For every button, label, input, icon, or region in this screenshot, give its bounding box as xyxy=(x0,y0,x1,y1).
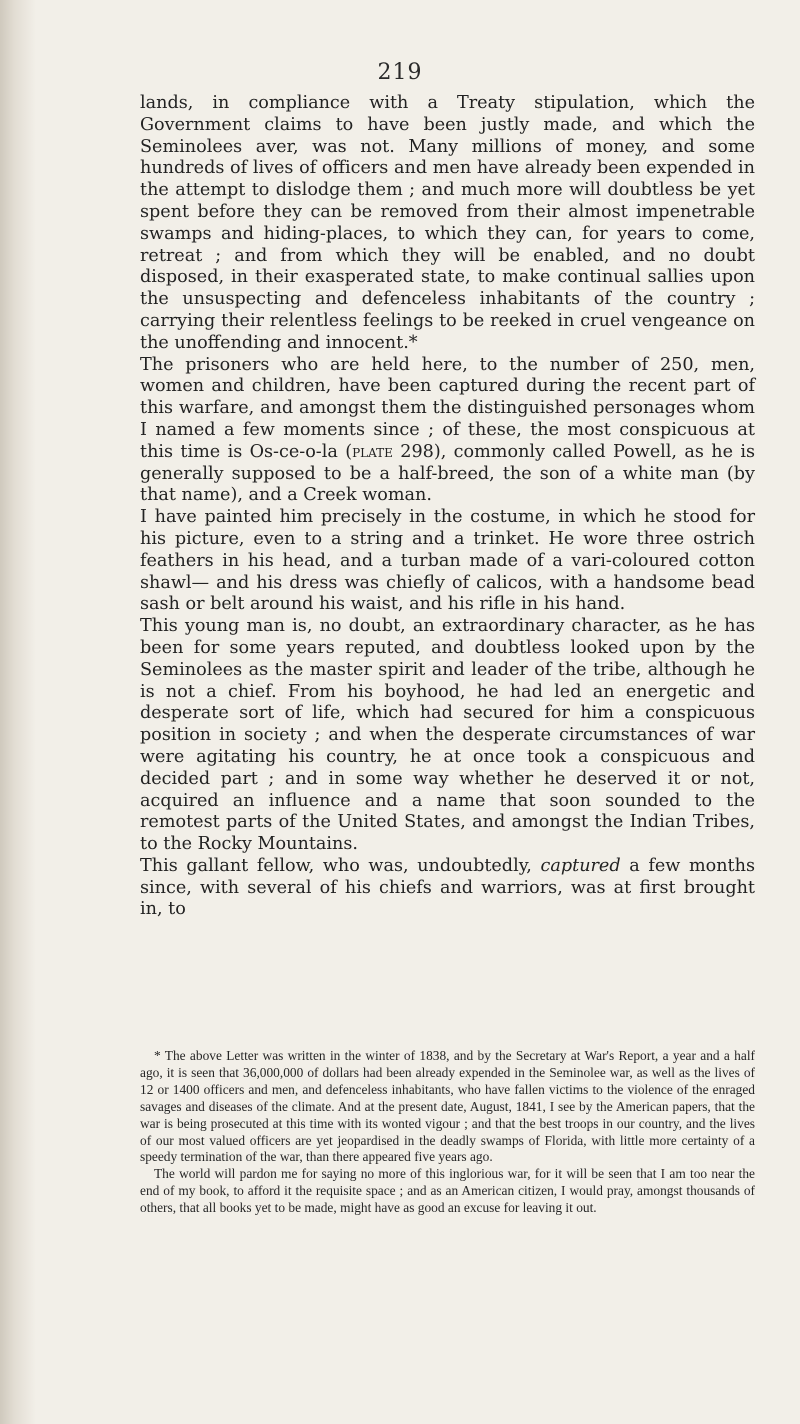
main-text xyxy=(140,93,755,921)
paragraph-4: This young man is, no doubt, an extraordinary character, as he has been for some years reputed, and doubtless looked upon by the Seminolees as the master spirit and leader of the tribe, although he is not a chief. From his boyhood, he had led an energetic and desperate sort of life, which had secured for him a conspicuous position in society ; and when the desperate circumstances of war were agitating his country, he at once took a conspicuous and decided part ; and in some way whether he deserved it or not, acquired an influence and a name that soon sounded to the remotest parts of the United States, and amongst the Indian Tribes, to the Rocky Mountains. xyxy=(140,616,755,855)
footnote xyxy=(140,1048,755,1217)
footnote-paragraph-1: * The above Letter was written in the winter of 1838, and by the Secretary at War's Report, a year and a half ago, it is seen that 36,000,000 of dollars had been already expended in the Seminolee war, as well as the lives of 12 or 1400 officers and men, and defenceless inhabitants, who have fallen victims to the violence of the enraged savages and diseases of the climate. And at the present date, August, 1841, I see by the American papers, that the war is being prosecuted at this time with its wonted vigour ; and that the best troops in our country, and the lives of our most valued officers are yet jeopardised in the deadly swamps of Florida, with little more certainty of a speedy termination of the war, than there appeared five years ago. xyxy=(140,1048,755,1165)
paragraph-5 xyxy=(140,856,755,921)
footnote-paragraph-2: The world will pardon me for saying no more of this inglorious war, for it will be seen that I am too near the end of my book, to afford it the requisite space ; and as an American citizen, I would pray, amongst thousands of others, that all books yet to be made, might have as good an excuse for leaving it out. xyxy=(140,1166,755,1216)
paragraph-2 xyxy=(140,355,755,508)
paragraph-3: I have painted him precisely in the costume, in which he stood for his picture, even to a string and a trinket. He wore three ostrich feathers in his head, and a turban made of a vari-coloured cotton shawl— and his dress was chiefly of calicos, with a handsome bead sash or belt around his waist, and his rifle in his hand. xyxy=(140,507,755,615)
paragraph-5-text-a: This gallant fellow, who was, undoubtedly, xyxy=(140,855,541,876)
plate-reference: plate xyxy=(352,441,393,462)
emphasis-captured: captured xyxy=(540,855,621,876)
paragraph-5-text-b: a few months since, with several of his chiefs and warriors, was at first brought in, to xyxy=(140,855,755,920)
paragraph-2-text-a: The prisoners who are held here, to the number of 250, men, women and children, have been captured during the recent part of this warfare, and amongst them the distinguished personages whom I named a few moments since ; of these, the most conspicuous at this time is Os-ce-o-la ( xyxy=(140,354,755,462)
page-gutter-shadow xyxy=(0,0,36,1424)
paragraph-1: lands, in compliance with a Treaty stipulation, which the Government claims to have been justly made, and which the Seminolees aver, was not. Many millions of money, and some hundreds of lives of officers and men have already been expended in the attempt to dislodge them ; and much more will doubtless be yet spent before they can be removed from their almost impenetrable swamps and hiding-places, to which they can, for years to come, retreat ; and from which they will be enabled, and no doubt disposed, in their exasperated state, to make continual sallies upon the unsuspecting and defenceless inhabitants of the country ; carrying their relentless feelings to be reeked in cruel vengeance on the unoffending and innocent.* xyxy=(140,93,755,353)
paragraph-2-text-b: 298), commonly called Powell, as he is generally supposed to be a half-breed, the son of a white man (by that name), and a Creek woman. xyxy=(140,441,755,506)
page-number: 219 xyxy=(377,60,423,85)
